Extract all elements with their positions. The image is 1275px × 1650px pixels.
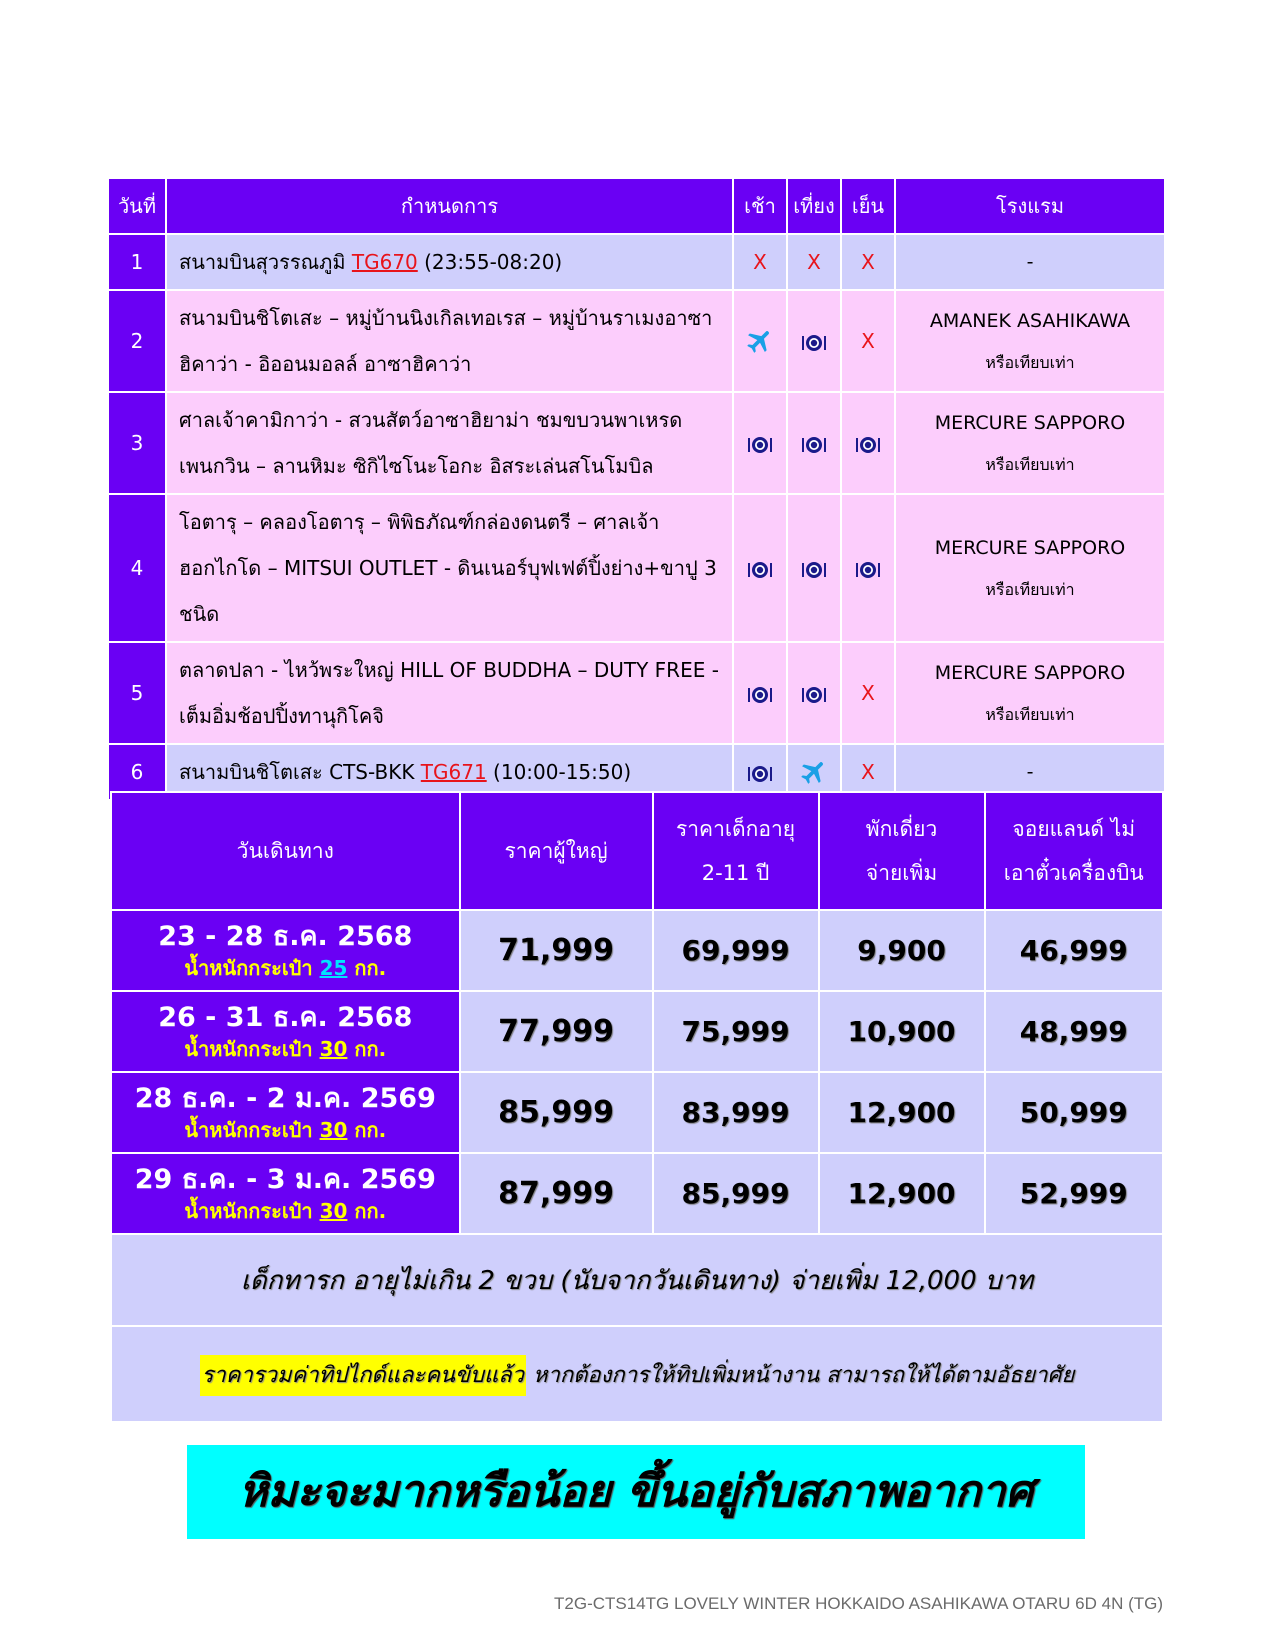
hotel-name: - (1026, 251, 1034, 273)
baggage-weight (112, 1116, 459, 1144)
baggage-unit: กก. (347, 955, 387, 980)
header-single-line1: พักเดี่ยว (865, 817, 938, 841)
program-text: สนามบินชิโตเสะ CTS-BKK (179, 760, 421, 784)
header-child-price (653, 792, 819, 910)
price-row (111, 1153, 1163, 1234)
baggage-kg: 30 (319, 1198, 348, 1223)
program-cell (166, 290, 733, 392)
itinerary-row (108, 392, 1165, 494)
hotel-name: MERCURE SAPPORO (934, 412, 1126, 434)
single-supplement: 10,900 (819, 991, 985, 1072)
tip-rest: หากต้องการให้ทิปเพิ่มหน้างาน สามารถให้ได้ตามอัธยาศัย (525, 1362, 1075, 1388)
single-supplement: 9,900 (819, 910, 985, 991)
day-number: 1 (108, 234, 166, 290)
itinerary-row (108, 234, 1165, 290)
flight-time: (10:00-15:50) (486, 760, 632, 784)
header-breakfast: เช้า (733, 178, 787, 234)
hotel-name: MERCURE SAPPORO (934, 662, 1126, 684)
single-supplement: 12,900 (819, 1153, 985, 1234)
program-cell (166, 234, 733, 290)
flight-time: (23:55-08:20) (417, 250, 563, 274)
header-single-line2: จ่ายเพิ่ม (865, 861, 938, 885)
travel-date: 28 ธ.ค. - 2 ม.ค. 2569 (134, 1082, 436, 1114)
breakfast-cell (733, 234, 787, 290)
joinland-price: 46,999 (985, 910, 1163, 991)
joinland-price: 48,999 (985, 991, 1163, 1072)
baggage-kg: 30 (319, 1036, 348, 1061)
travel-date-cell (111, 910, 460, 991)
infant-note: เด็กทารก อายุไม่เกิน 2 ขวบ (นับจากวันเดินทาง) จ่ายเพิ่ม 12,000 บาท (111, 1234, 1163, 1326)
meal-icon (747, 681, 773, 705)
dinner-cell (841, 494, 895, 642)
travel-date: 26 - 31 ธ.ค. 2568 (158, 1001, 413, 1033)
plane-icon (799, 759, 829, 783)
program-cell (166, 392, 733, 494)
lunch-cell (787, 494, 841, 642)
hotel-name: MERCURE SAPPORO (934, 537, 1126, 559)
lunch-cell (787, 234, 841, 290)
infant-note-row (111, 1234, 1163, 1326)
day-number: 6 (108, 744, 166, 800)
baggage-unit: กก. (347, 1036, 387, 1061)
travel-date-cell (111, 1153, 460, 1234)
header-joinland-line1: จอยแลนด์ ไม่ (1012, 817, 1136, 841)
adult-price: 85,999 (460, 1072, 653, 1153)
tip-note (111, 1326, 1163, 1422)
baggage-weight (112, 1035, 459, 1063)
program-text: สนามบินสุวรรณภูมิ (179, 250, 352, 274)
itinerary-header-row (108, 178, 1165, 234)
itinerary-row (108, 494, 1165, 642)
meal-icon (747, 431, 773, 455)
itinerary-row (108, 290, 1165, 392)
not-included-mark: X (807, 250, 821, 274)
flight-code-link[interactable]: TG670 (351, 250, 418, 274)
dinner-cell (841, 234, 895, 290)
header-adult-price: ราคาผู้ใหญ่ (460, 792, 653, 910)
day-number: 4 (108, 494, 166, 642)
price-table (110, 791, 1164, 1423)
header-lunch: เที่ยง (787, 178, 841, 234)
itinerary-row (108, 642, 1165, 744)
hotel-or-equivalent: หรือเทียบเท่า (985, 455, 1075, 474)
itinerary-table (107, 177, 1166, 801)
meal-icon (801, 681, 827, 705)
hotel-cell (895, 642, 1165, 744)
baggage-kg: 30 (319, 1117, 348, 1142)
day-number: 5 (108, 642, 166, 744)
joinland-price: 52,999 (985, 1153, 1163, 1234)
travel-date-cell (111, 991, 460, 1072)
not-included-mark: X (753, 250, 767, 274)
header-joinland (985, 792, 1163, 910)
baggage-label: น้ำหนักกระเป๋า (184, 1198, 320, 1223)
hotel-cell (895, 234, 1165, 290)
day-number: 3 (108, 392, 166, 494)
baggage-label: น้ำหนักกระเป๋า (184, 1036, 320, 1061)
dinner-cell (841, 392, 895, 494)
hotel-or-equivalent: หรือเทียบเท่า (985, 705, 1075, 724)
hotel-name: - (1026, 761, 1034, 783)
lunch-cell (787, 392, 841, 494)
travel-date: 29 ธ.ค. - 3 ม.ค. 2569 (134, 1163, 436, 1195)
meal-icon (747, 760, 773, 784)
lunch-cell (787, 642, 841, 744)
joinland-price: 50,999 (985, 1072, 1163, 1153)
program-cell (166, 494, 733, 642)
travel-date: 23 - 28 ธ.ค. 2568 (158, 920, 413, 952)
tip-note-row (111, 1326, 1163, 1422)
baggage-unit: กก. (347, 1198, 387, 1223)
baggage-label: น้ำหนักกระเป๋า (184, 1117, 320, 1142)
adult-price: 87,999 (460, 1153, 653, 1234)
baggage-weight (112, 1197, 459, 1225)
price-row (111, 991, 1163, 1072)
breakfast-cell (733, 392, 787, 494)
hotel-or-equivalent: หรือเทียบเท่า (985, 580, 1075, 599)
day-number: 2 (108, 290, 166, 392)
child-price: 85,999 (653, 1153, 819, 1234)
footer-tour-code: T2G-CTS14TG LOVELY WINTER HOKKAIDO ASAHIKAWA OTARU 6D 4N (TG) (554, 1594, 1163, 1613)
baggage-weight (112, 954, 459, 982)
child-price: 75,999 (653, 991, 819, 1072)
price-row (111, 1072, 1163, 1153)
tip-highlight: ราคารวมค่าทิปไกด์และคนขับแล้ว (200, 1355, 526, 1396)
header-joinland-line2: เอาตั๋วเครื่องบิน (1003, 861, 1144, 885)
price-row (111, 910, 1163, 991)
flight-code-link[interactable]: TG671 (420, 760, 487, 784)
child-price: 69,999 (653, 910, 819, 991)
program-text: ศาลเจ้าคามิกาว่า - สวนสัตว์อาซาฮิยาม่า ชมขบวนพาเหรดเพนกวิน – ลานหิมะ ซิกิไซโนะโอกะ อิสระเล่นสโนโมบิล (179, 408, 683, 478)
adult-price: 71,999 (460, 910, 653, 991)
dinner-cell (841, 642, 895, 744)
meal-icon (747, 556, 773, 580)
single-supplement: 12,900 (819, 1072, 985, 1153)
hotel-name: AMANEK ASAHIKAWA (929, 310, 1131, 332)
meal-icon (801, 556, 827, 580)
meal-icon (801, 431, 827, 455)
header-day: วันที่ (108, 178, 166, 234)
travel-date-cell (111, 1072, 460, 1153)
program-text: สนามบินชิโตเสะ – หมู่บ้านนิงเกิลเทอเรส – หมู่บ้านราเมงอาซาฮิคาว่า - อิออนมอลล์ อาซาฮิคาว่า (179, 306, 713, 376)
hotel-cell (895, 494, 1165, 642)
not-included-mark: X (861, 250, 875, 274)
baggage-unit: กก. (347, 1117, 387, 1142)
program-text: โอตารุ – คลองโอตารุ – พิพิธภัณฑ์กล่องดนตรี – ศาลเจ้าฮอกไกโด – MITSUI OUTLET - ดินเนอร์บุฟเฟต์ปิ้งย่าง+ขาปู 3 ชนิด (179, 510, 717, 626)
adult-price: 77,999 (460, 991, 653, 1072)
baggage-kg: 25 (319, 955, 348, 980)
lunch-cell (787, 290, 841, 392)
program-text: ตลาดปลา - ไหว้พระใหญ่ HILL OF BUDDHA – DUTY FREE - เต็มอิ่มช้อปปิ้งทานุกิโคจิ (179, 658, 719, 728)
header-single-supplement (819, 792, 985, 910)
meal-icon (855, 556, 881, 580)
hotel-or-equivalent: หรือเทียบเท่า (985, 353, 1075, 372)
plane-icon (745, 328, 775, 352)
hotel-cell (895, 392, 1165, 494)
snow-weather-banner: หิมะจะมากหรือน้อย ขึ้นอยู่กับสภาพอากาศ (187, 1445, 1085, 1539)
not-included-mark: X (861, 329, 875, 353)
header-hotel: โรงแรม (895, 178, 1165, 234)
dinner-cell (841, 290, 895, 392)
program-cell (166, 642, 733, 744)
baggage-label: น้ำหนักกระเป๋า (184, 955, 320, 980)
not-included-mark: X (861, 681, 875, 705)
breakfast-cell (733, 642, 787, 744)
header-program: กำหนดการ (166, 178, 733, 234)
breakfast-cell (733, 290, 787, 392)
header-child-line2: 2-11 ปี (701, 861, 770, 885)
header-travel-date: วันเดินทาง (111, 792, 460, 910)
meal-icon (801, 329, 827, 353)
hotel-cell (895, 290, 1165, 392)
price-header-row (111, 792, 1163, 910)
child-price: 83,999 (653, 1072, 819, 1153)
header-dinner: เย็น (841, 178, 895, 234)
meal-icon (855, 431, 881, 455)
not-included-mark: X (861, 760, 875, 784)
header-child-line1: ราคาเด็กอายุ (675, 817, 796, 841)
breakfast-cell (733, 494, 787, 642)
